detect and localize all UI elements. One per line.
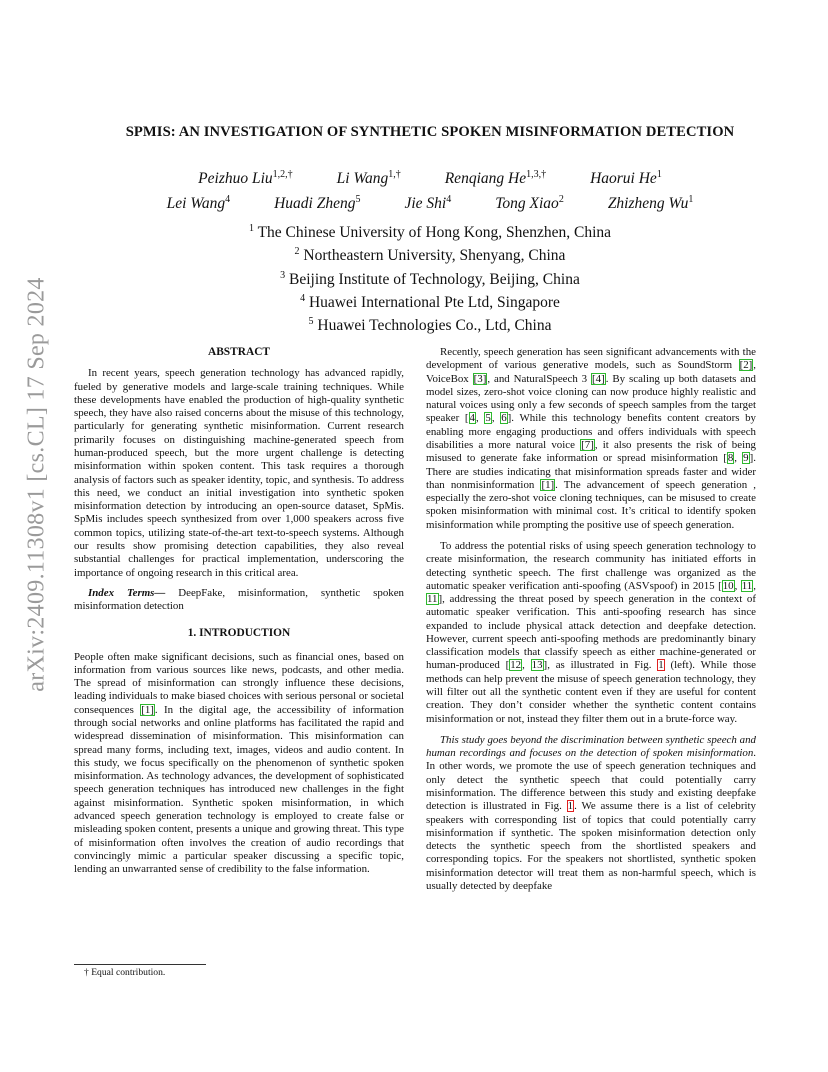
affiliation: $^4$ Huawei International Pte Ltd, Singapore: [300, 293, 560, 312]
affiliation: $^1$ The Chinese University of Hong Kong, Shenzhen, China: [248, 223, 612, 242]
author: Haorui He$^1$: [590, 169, 662, 188]
footnote: † Equal contribution.: [84, 967, 166, 978]
left-column: [74, 346, 404, 876]
figure-link[interactable]: 1: [658, 659, 664, 672]
author: Li Wang$^{1,\dagger}$: [336, 169, 401, 188]
paper-title: SPMIS: AN INVESTIGATION OF SYNTHETIC SPOKEN MISINFORMATION DETECTION: [125, 124, 735, 140]
footnote-rule: [74, 964, 206, 965]
affiliation-list: [60, 219, 800, 336]
citation-link[interactable]: 6: [501, 412, 507, 425]
citation-link[interactable]: 13: [531, 659, 543, 672]
author: Huadi Zheng$^5$: [274, 194, 361, 213]
citation-link[interactable]: [4]: [592, 372, 605, 385]
affiliation: $^5$ Huawei Technologies Co., Ltd, China: [308, 316, 552, 335]
citation-link[interactable]: 9: [743, 452, 749, 465]
author: Zhizheng Wu$^1$: [607, 194, 694, 213]
citation-link[interactable]: 10: [722, 579, 734, 592]
arxiv-identifier: [22, 276, 52, 692]
author: Tong Xiao$^2$: [495, 194, 564, 213]
author-row-1: [60, 164, 800, 189]
citation-link[interactable]: [1]: [541, 478, 555, 491]
intro-paragraph-1: People often make significant decisions, such as financial ones, based on information from various sources like news, podcasts, and other media. The spread of misinformation can strongly influence these decisions, leading individuals to make biased choices with serious personal or societal consequences [1]. In the digital age, the accessibility of information through social networks and online platforms has facilitated the rapid and widespread dissemination of misinformation. This misinformation can spread many forms, including text, images, videos and audio content. In this study, we focus specifically on the phenomenon of synthetic spoken misinformation. As technology advances, the development of sophisticated speech generation techniques has introduced new challenges in the fight against misinformation. Synthetic spoken misinformation, in which advanced speech generation technology is employed to create false or misleading spoken content, presents a unique and growing threat. This type of misinformation often involves the creation of audio recordings that convincingly mimic a particular speaker discussing a specific topic, lending an unwarranted sense of credibility to the false information.: [74, 650, 404, 876]
author: Renqiang $He^{1,3,\dagger}$: [444, 169, 547, 188]
author: Lei Wang$^4$: [166, 194, 231, 213]
affiliation: $^3$ Beijing Institute of Technology, Beijing, China: [280, 269, 580, 288]
citation-link[interactable]: 11: [427, 593, 438, 606]
citation-link[interactable]: [7]: [581, 438, 594, 451]
citation-link[interactable]: 12: [510, 659, 522, 672]
right-column: [426, 346, 756, 893]
index-terms: Index Terms— DeepFake, misinformation, synthetic spoken misinformation detection: [74, 586, 404, 613]
citation-link[interactable]: 11: [741, 579, 753, 592]
affiliation: $^2$ Northeastern University, Shenyang, China: [294, 246, 566, 265]
author-list: [60, 164, 800, 214]
citation-link[interactable]: [2]: [739, 359, 753, 372]
figure-link[interactable]: 1: [567, 800, 574, 813]
abstract-heading: ABSTRACT: [207, 346, 271, 358]
intro-paragraph-4: This study goes beyond the discrimination between synthetic speech and human recordings and focuses on the detection of spoken misinformation. In other words, we promote the use of speech generation techniques and only detect the synthetic speech that could potentially carry misinformation. The difference between this study and existing deepfake detection is illustrated in Fig. 1. We assume there is a list of celebrity speakers with corresponding list of topics that could potentially carry misinformation if synthetic. The spoken misinformation detection only detects the synthetic speech from the shortlisted speakers and corresponding topics. For the speakers not shortlisted, synthetic spoken misinformation detector will treat them as non-harmful speech, which is usually detected by deepfake: [426, 733, 756, 892]
citation-link[interactable]: 5: [485, 412, 491, 425]
author: Jie Shi$^4$: [404, 194, 452, 213]
intro-paragraph-3: To address the potential risks of using speech generation technology to create misinformation, the research community has initiated efforts in detecting synthetic speech. The first challenge was organized as the automatic speaker verification anti-spoofing (ASVspoof) in 2015 [10, 11, 11], addressing the threat posed by speech generation in the context of automatic speaker verification. This anti-spoofing research has since expanded to include physical attack detection and deepfake detection. However, current speech anti-spoofing methods are predominantly binary classification models that classify speech as either machine-generated or human-produced [12, 13], as illustrated in Fig. 1 (left). While those methods can help prevent the misuse of speech generation technology, they will filter out all the synthetic content even if they are useful for content creation. They don’t consider whether the synthetic content contains misinformation or not, instead they filter them out in a brute-force way.: [426, 539, 757, 725]
arxiv-identifier-text: arXiv:2409.11308v1 [cs.CL] 17 Sep 2024: [23, 276, 50, 692]
author-row-2: [60, 189, 800, 214]
introduction-heading: 1. INTRODUCTION: [187, 627, 291, 640]
citation-link[interactable]: 4: [469, 412, 475, 425]
abstract-text: In recent years, speech generation technology has advanced rapidly, fueled by generative models and large-scale training techniques. While these developments have enabled the production of high-quality synthetic speech, they have also raised concerns about the misuse of this technology, particularly for generating synthetic misinformation. Current research primarily focuses on distinguishing machine-generated speech from human-produced speech, but the more urgent challenge is detecting misinformation within spoken content. This task requires a thorough analysis of factors such as speaker identity, topic, and synthesis. To address this need, we conduct an initial investigation into synthetic spoken misinformation detection by introducing an open-source dataset, SpMis. SpMis includes speech synthesized from over 1,000 speakers across five common topics, utilizing state-of-the-art text-to-speech systems. Although our results show promising detection capabilities, they also reveal substantial challenges for practical implementation, underscoring the importance of ongoing research in this critical area.: [74, 367, 404, 579]
citation-link[interactable]: 8: [727, 452, 734, 465]
citation-link[interactable]: [1]: [141, 703, 154, 716]
author: Peizhuo Liu$^{1,2,\dagger}$: [198, 169, 293, 188]
intro-paragraph-2: Recently, speech generation has seen significant advancements with the development of various generative models, such as SoundStorm [2], VoiceBox [3], and NaturalSpeech 3 [4]. By scaling up both datasets and model sizes, zero-shot voice cloning can now produce highly realistic and natural voices using only a few seconds of speech samples from the target speaker [4, 5, 6]. While this technology benefits content creators by enabling more engaging productions and offers individuals with speech disabilities a more natural voice [7], it also presents the risk of being misused to generate fake information or spread misinformation [8, 9]. There are studies indicating that misinformation spreads faster and wider than nonmisinformation [1]. The advancement of speech generation , especially the zero-shot voice cloning techniques, can be misused to create spoken misinformation with minimal cost. It’s critical to identify spoken misinformation while prompting the positive use of speech generation.: [426, 346, 756, 531]
citation-link[interactable]: [3]: [473, 372, 487, 385]
